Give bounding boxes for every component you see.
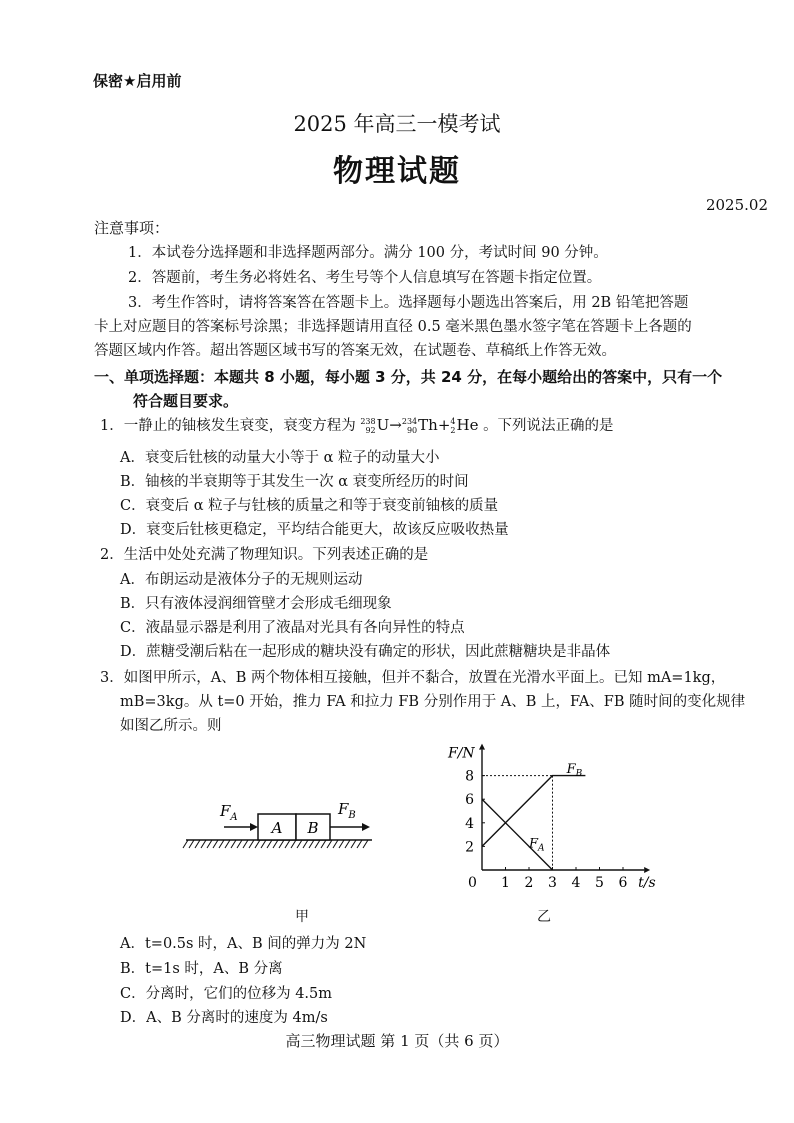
x-tick-label: 5 [595, 875, 604, 891]
q2-stem: 2．生活中处处充满了物理知识。下列表述正确的是 [100, 547, 429, 563]
hatch-mark [225, 840, 230, 848]
chart-ylabel: F/N [448, 745, 475, 762]
hatch-mark [309, 840, 314, 848]
subject-title: 物理试题 [333, 154, 461, 189]
q1-option-d: D．衰变后钍核更稳定，平均结合能更大，故该反应吸收热量 [120, 522, 509, 538]
figure-yi-caption: 乙 [537, 909, 551, 925]
chart-series [482, 776, 585, 870]
hatch-mark [345, 840, 350, 848]
series-fb-label: $F_B$ [566, 762, 583, 780]
chart-axes [479, 744, 650, 873]
he-isotope: 4 2 [450, 417, 456, 435]
u-symbol: U [376, 416, 390, 434]
hatch-mark [321, 840, 326, 848]
figure-jia-caption: 甲 [295, 909, 309, 925]
q3-stem-line3: 如图乙所示。则 [120, 718, 222, 734]
hatch-mark [243, 840, 248, 848]
q1-stem-pre: 1．一静止的铀核发生衰变，衰变方程为 [100, 418, 356, 434]
q1-option-a: A．衰变后钍核的动量大小等于 α 粒子的动量大小 [120, 450, 440, 466]
notice-item-1: 1．本试卷分选择题和非选择题两部分。满分 100 分，考试时间 90 分钟。 [128, 245, 608, 261]
q1-option-b: B．铀核的半衰期等于其发生一次 α 衰变所经历的时间 [120, 474, 469, 490]
block-a-label: A [271, 819, 283, 837]
figure-yi-chart [440, 740, 660, 900]
q2-option-d: D．蔗糖受潮后粘在一起形成的糖块没有确定的形状，因此蔗糖糖块是非晶体 [120, 644, 611, 660]
hatch-mark [249, 840, 254, 848]
hatch-mark [333, 840, 338, 848]
q3-option-a: A．t=0.5s 时，A、B 间的弹力为 2N [120, 936, 367, 952]
hatch-mark [207, 840, 212, 848]
hatch-mark [255, 840, 260, 848]
reaction-arrow: → [389, 416, 402, 434]
hatch-mark [357, 840, 362, 848]
q2-option-b: B．只有液体浸润细管壁才会形成毛细现象 [120, 596, 392, 612]
th-symbol: Th [418, 416, 438, 434]
hatch-mark [273, 840, 278, 848]
q1-stem [100, 414, 614, 435]
chart-guides [482, 776, 553, 870]
y-tick-label: 4 [465, 815, 474, 832]
hatch-mark [279, 840, 284, 848]
hatch-mark [363, 840, 368, 848]
series-line-fa [482, 799, 553, 870]
x-tick-label: 2 [524, 875, 534, 891]
series-fa-label: $F_A$ [529, 836, 545, 854]
exam-title: 2025 年高三一模考试 [293, 112, 501, 136]
hatch-mark [297, 840, 302, 848]
hatch-mark [291, 840, 296, 848]
x-tick-label: 6 [618, 875, 628, 891]
block-b-label: B [307, 819, 319, 837]
q1-equation [360, 416, 478, 435]
hatch-mark [183, 840, 188, 848]
hatch-mark [261, 840, 266, 848]
y-tick-label: 6 [465, 792, 474, 809]
y-axis-arrow [479, 744, 485, 750]
hatch-mark [195, 840, 200, 848]
x-tick-label: 3 [548, 875, 557, 891]
q3-option-b: B．t=1s 时，A、B 分离 [120, 961, 283, 977]
exam-date: 2025.02 [705, 196, 768, 214]
x-axis-arrow [644, 867, 650, 873]
hatch-mark [285, 840, 290, 848]
force-a-arrowhead [250, 823, 258, 831]
hatch-mark [351, 840, 356, 848]
hatch-mark [189, 840, 194, 848]
x-tick-label: 1 [501, 875, 510, 891]
notice-heading: 注意事项： [94, 219, 170, 237]
hatch-mark [213, 840, 218, 848]
hatch-mark [327, 840, 332, 848]
q1-stem-post: 。下列说法正确的是 [483, 418, 614, 434]
chart-origin-label: 0 [468, 875, 477, 891]
figure-jia [180, 790, 400, 865]
plus-sign: + [437, 416, 451, 434]
section-title-cont: 符合题目要求。 [133, 392, 239, 410]
he-symbol: He [456, 416, 479, 434]
q1-option-c: C．衰变后 α 粒子与钍核的质量之和等于衰变前铀核的质量 [120, 498, 499, 514]
y-tick-label: 8 [465, 768, 474, 785]
x-tick-label: 4 [571, 875, 581, 891]
notice-item-2: 2．答题前，考生务必将姓名、考生号等个人信息填写在答题卡指定位置。 [128, 270, 602, 286]
section-title: 一、单项选择题：本题共 8 小题，每小题 3 分，共 24 分，在每小题给出的答案中，只有一个 [94, 368, 723, 386]
q2-option-c: C．液晶显示器是利用了液晶对光具有各向异性的特点 [120, 620, 465, 636]
th-isotope: 234 90 [401, 417, 418, 435]
page-footer: 高三物理试题 第 1 页（共 6 页） [285, 1032, 509, 1050]
force-a-label: $F_A$ [220, 802, 238, 823]
chart-xlabel: t/s [638, 875, 656, 891]
q3-option-c: C．分离时，它们的位移为 4.5m [120, 986, 333, 1002]
hatch-mark [303, 840, 308, 848]
notice-item-3-cont-1: 卡上对应题目的答案标号涂黑；非选择题请用直径 0.5 毫米黑色墨水签字笔在答题卡上各题的 [94, 319, 692, 335]
hatch-mark [231, 840, 236, 848]
hatch-mark [339, 840, 344, 848]
hatch-mark [237, 840, 242, 848]
force-b-label: $F_B$ [338, 800, 356, 821]
chart-ticks [465, 769, 627, 891]
q3-option-d: D．A、B 分离时的速度为 4m/s [120, 1010, 328, 1026]
confidential-label: 保密★启用前 [93, 72, 182, 90]
force-b-arrowhead [362, 823, 370, 831]
q3-stem-line2: mB=3kg。从 t=0 开始，推力 FA 和拉力 FB 分别作用于 A、B 上，FA、FB 随时间的变化规律 [120, 694, 746, 710]
hatch-mark [201, 840, 206, 848]
hatch-mark [267, 840, 272, 848]
hatch-mark [219, 840, 224, 848]
ground-hatching [183, 840, 368, 848]
hatch-mark [315, 840, 320, 848]
notice-item-3-cont-2: 答题区域内作答。超出答题区域书写的答案无效，在试题卷、草稿纸上作答无效。 [94, 343, 616, 359]
u-isotope: 238 92 [360, 417, 376, 435]
notice-item-3: 3．考生作答时，请将答案答在答题卡上。选择题每小题选出答案后，用 2B 铅笔把答题 [128, 295, 689, 311]
q3-stem-line1: 3．如图甲所示，A、B 两个物体相互接触，但并不黏合，放置在光滑水平面上。已知 mA=1kg， [100, 670, 726, 686]
q2-option-a: A．布朗运动是液体分子的无规则运动 [120, 572, 363, 588]
y-tick-label: 2 [465, 839, 474, 856]
